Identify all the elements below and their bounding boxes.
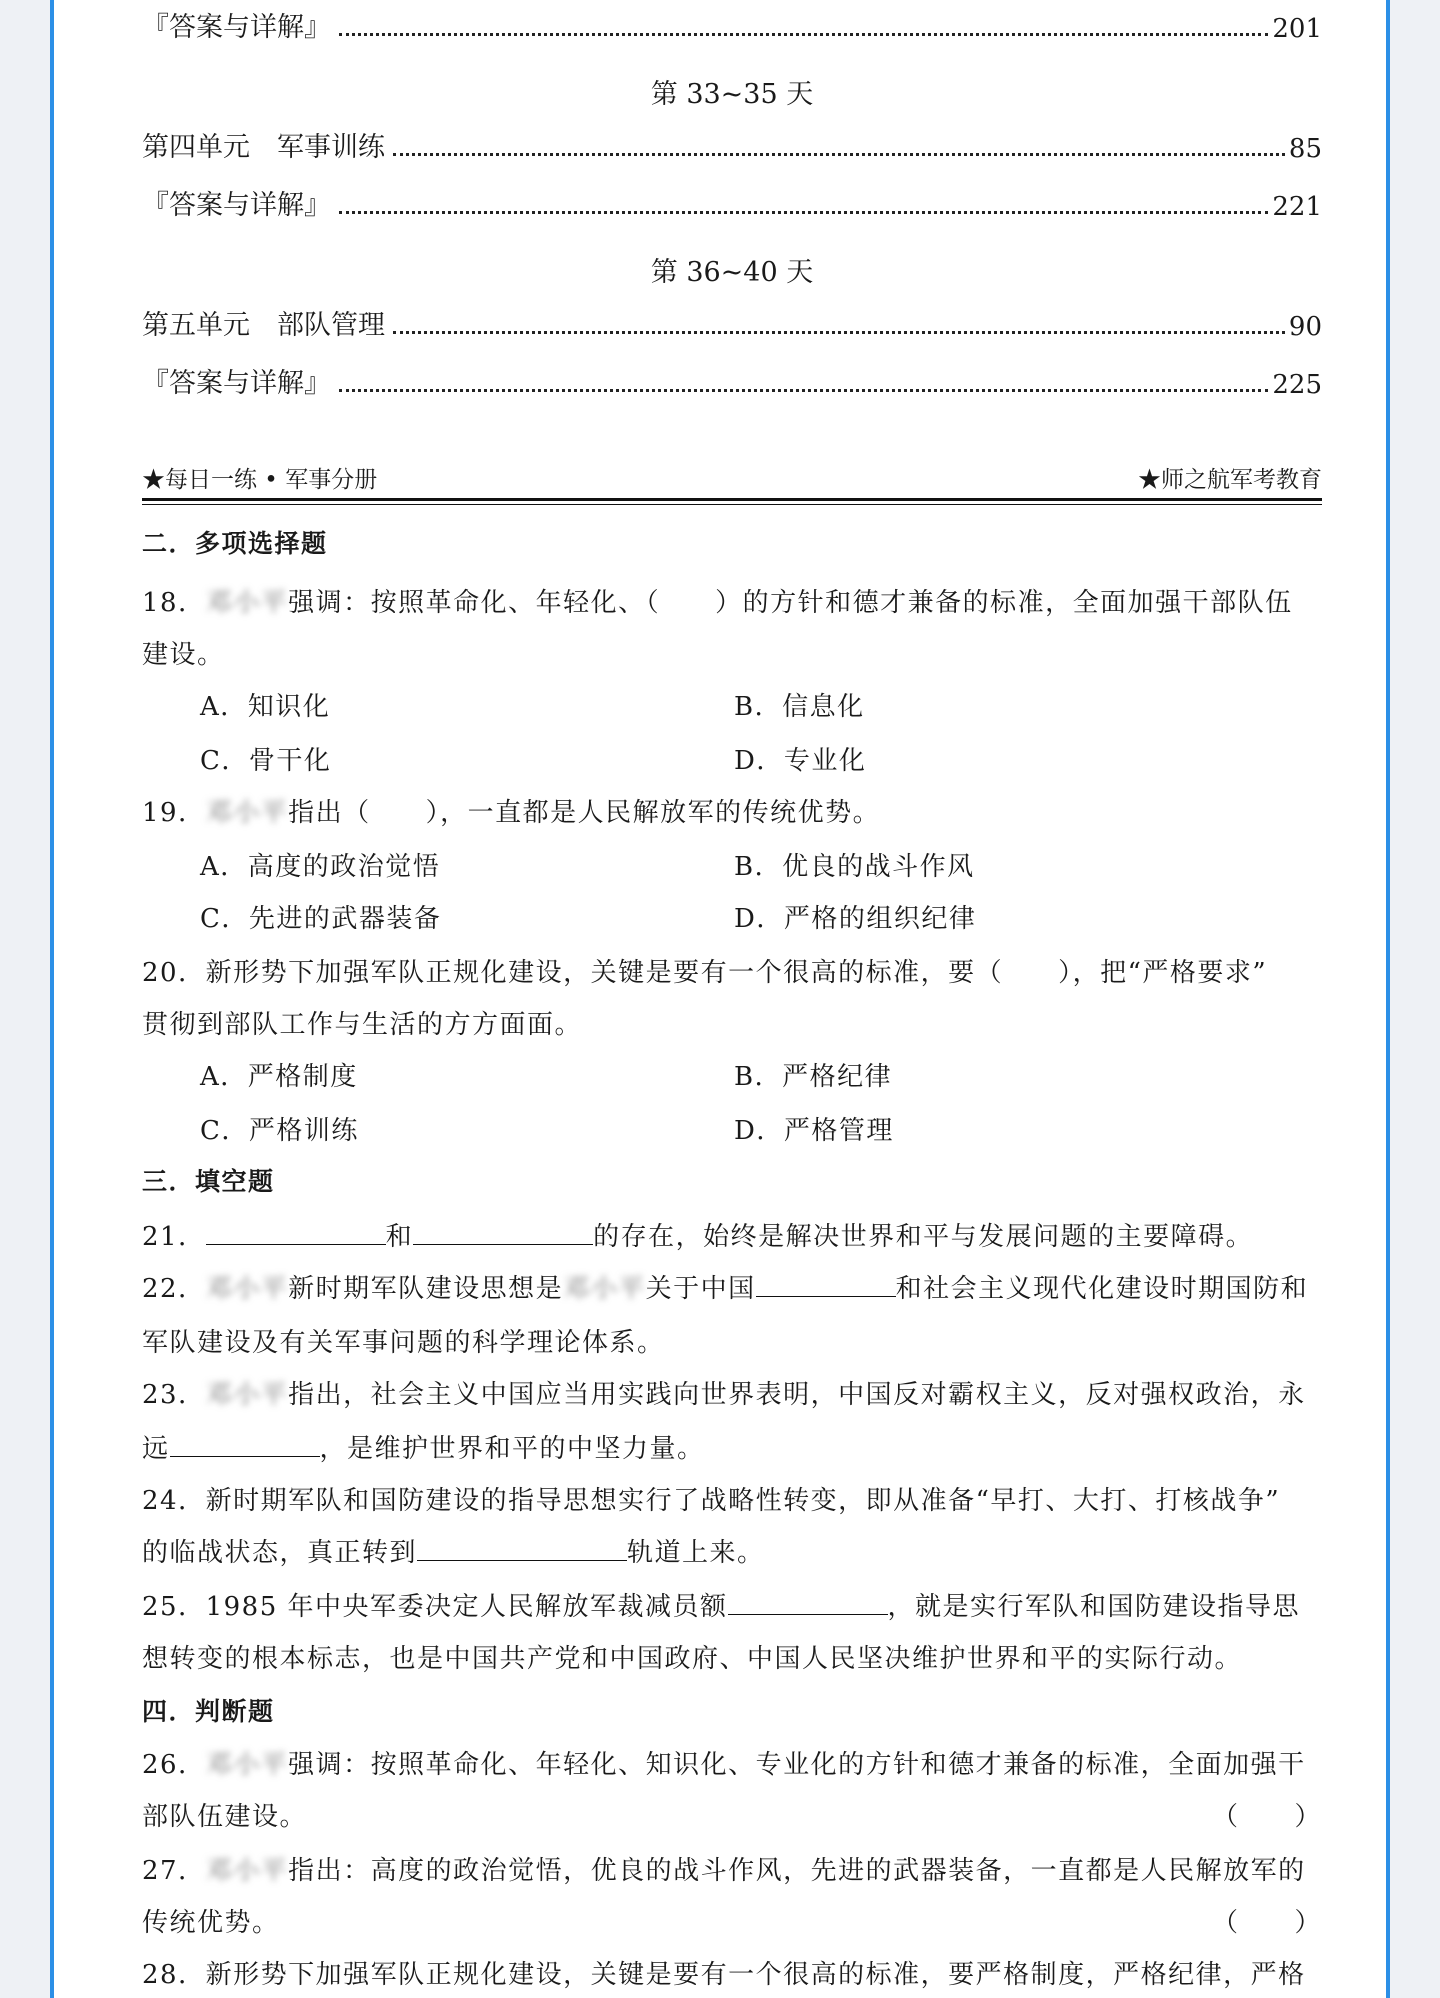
question-23-cont — [142, 1428, 1322, 1465]
question-18-cont: 建设。 — [142, 640, 225, 670]
toc-label: 『答案与详解』 — [142, 368, 331, 399]
question-20: 20．新形势下加强军队正规化建设，关键是要有一个很高的标准，要（ ），把“严格要求” — [142, 958, 1268, 988]
question-23 — [142, 1374, 1322, 1411]
q-text: 强调：按照革命化、年轻化、知识化、专业化的方针和德才兼备的标准，全面加强干 — [288, 1750, 1306, 1780]
question-27 — [142, 1850, 1322, 1887]
option-a: A．知识化 — [200, 692, 331, 722]
answer-blank[interactable] — [170, 1430, 320, 1457]
question-24: 24．新时期军队和国防建设的指导思想实行了战略性转变，即从准备“早打、大打、打核战争” — [142, 1486, 1281, 1516]
toc-row-answers-201 — [142, 4, 1322, 44]
option-a: A．严格制度 — [200, 1062, 358, 1092]
toc-day-heading: 第 33~35 天 — [650, 79, 814, 110]
toc-label: 『答案与详解』 — [142, 12, 331, 43]
question-26 — [142, 1744, 1322, 1781]
option-a: A．高度的政治觉悟 — [200, 852, 441, 882]
option-d: D．专业化 — [734, 746, 867, 776]
toc-leader-dots — [339, 211, 1268, 214]
option-d: D．严格管理 — [734, 1116, 894, 1146]
section-heading-multiple-choice: 二．多项选择题 — [142, 529, 328, 558]
question-18 — [142, 582, 1322, 619]
q-number: 23． — [142, 1380, 206, 1410]
answer-paren[interactable]: （ ） — [1211, 1908, 1322, 1938]
answer-blank[interactable] — [728, 1588, 888, 1615]
q-text: 关于中国 — [645, 1274, 756, 1304]
q-text: 新时期军队建设思想是 — [288, 1274, 564, 1304]
question-22-cont: 军队建设及有关军事问题的科学理论体系。 — [142, 1328, 665, 1358]
toc-leader-dots — [339, 33, 1268, 36]
q-text: ，就是实行军队和国防建设指导思 — [887, 1592, 1301, 1622]
question-25-cont: 想转变的根本标志，也是中国共产党和中国政府、中国人民坚决维护世界和平的实际行动。 — [142, 1644, 1243, 1674]
option-b: B．信息化 — [734, 692, 865, 722]
toc-row-answers-221 — [142, 182, 1322, 222]
section-heading-fill-blank: 三．填空题 — [142, 1167, 275, 1196]
q-text: 强调：按照革命化、年轻化、（ ）的方针和德才兼备的标准，全面加强干部队伍 — [288, 588, 1293, 618]
question-28: 28．新形势下加强军队正规化建设，关键是要有一个很高的标准，要严格制度，严格纪律，严格 — [142, 1960, 1306, 1990]
question-20-cont: 贯彻到部队工作与生活的方方面面。 — [142, 1010, 583, 1040]
toc-leader-dots — [393, 331, 1285, 334]
toc-page-number: 90 — [1288, 312, 1322, 342]
answer-blank[interactable] — [206, 1218, 386, 1245]
question-22 — [142, 1268, 1322, 1305]
toc-leader-dots — [393, 153, 1285, 156]
option-c: C．严格训练 — [200, 1116, 359, 1146]
blurred-name: 邓小平 — [205, 798, 289, 828]
toc-label: 第四单元 军事训练 — [142, 132, 385, 163]
question-24-cont — [142, 1532, 1322, 1569]
question-27-cont — [142, 1902, 1322, 1939]
q-text: 指出：高度的政治觉悟，优良的战斗作风，先进的武器装备，一直都是人民解放军的 — [288, 1856, 1306, 1886]
toc-label: 第五单元 部队管理 — [142, 310, 385, 341]
document-page — [50, 0, 1390, 1998]
answer-blank[interactable] — [756, 1270, 896, 1297]
header-rule-thick — [142, 498, 1322, 501]
q-text: 远 — [142, 1434, 170, 1464]
q-text: 指出（ ），一直都是人民解放军的传统优势。 — [288, 798, 881, 828]
blurred-name: 邓小平 — [205, 588, 289, 618]
toc-page-number: 225 — [1272, 370, 1322, 400]
question-21 — [142, 1216, 1322, 1253]
header-right-brand: ★师之航军考教育 — [1138, 467, 1322, 493]
q-number: 18． — [142, 588, 206, 618]
toc-label: 『答案与详解』 — [142, 190, 331, 221]
q-number: 21． — [142, 1222, 206, 1252]
blurred-name: 邓小平 — [205, 1274, 289, 1304]
answer-blank[interactable] — [413, 1218, 593, 1245]
question-19 — [142, 792, 1322, 829]
option-d: D．严格的组织纪律 — [734, 904, 977, 934]
answer-blank[interactable] — [417, 1534, 627, 1561]
toc-page-number: 85 — [1288, 134, 1322, 164]
q-text: 的存在，始终是解决世界和平与发展问题的主要障碍。 — [593, 1222, 1254, 1252]
q-number: 22． — [142, 1274, 206, 1304]
toc-row-unit4 — [142, 124, 1322, 164]
option-b: B．严格纪律 — [734, 1062, 893, 1092]
q-text: 25．1985 年中央军委决定人民解放军裁减员额 — [142, 1592, 728, 1622]
q-number: 19． — [142, 798, 206, 828]
blurred-name: 邓小平 — [205, 1380, 289, 1410]
q-number: 27． — [142, 1856, 206, 1886]
toc-page-number: 221 — [1272, 192, 1322, 222]
q-text: 的临战状态，真正转到 — [142, 1538, 418, 1568]
blurred-name: 邓小平 — [563, 1274, 646, 1304]
q-text: 部队伍建设。 — [142, 1802, 308, 1832]
answer-paren[interactable]: （ ） — [1211, 1802, 1322, 1832]
q-number: 26． — [142, 1750, 206, 1780]
toc-row-unit5 — [142, 302, 1322, 342]
toc-day-heading: 第 36~40 天 — [650, 257, 814, 288]
section-heading-true-false: 四．判断题 — [142, 1697, 275, 1726]
toc-leader-dots — [339, 389, 1268, 392]
blurred-name: 邓小平 — [205, 1856, 289, 1886]
option-c: C．骨干化 — [200, 746, 332, 776]
q-text: 和社会主义现代化建设时期国防和 — [895, 1274, 1309, 1304]
q-text: 传统优势。 — [142, 1908, 280, 1938]
header-rule-thin — [142, 504, 1322, 505]
running-header — [142, 458, 1322, 494]
toc-row-answers-225 — [142, 360, 1322, 400]
q-text: 轨道上来。 — [627, 1538, 765, 1568]
question-25 — [142, 1586, 1322, 1623]
q-text: ，是维护世界和平的中坚力量。 — [319, 1434, 705, 1464]
option-b: B．优良的战斗作风 — [734, 852, 975, 882]
question-26-cont — [142, 1796, 1322, 1833]
blurred-name: 邓小平 — [205, 1750, 289, 1780]
header-left-title: ★每日一练 • 军事分册 — [142, 467, 378, 493]
option-c: C．先进的武器装备 — [200, 904, 442, 934]
q-text: 指出，社会主义中国应当用实践向世界表明，中国反对霸权主义，反对强权政治，永 — [288, 1380, 1306, 1410]
toc-page-number: 201 — [1272, 14, 1322, 44]
q-text: 和 — [385, 1222, 414, 1252]
